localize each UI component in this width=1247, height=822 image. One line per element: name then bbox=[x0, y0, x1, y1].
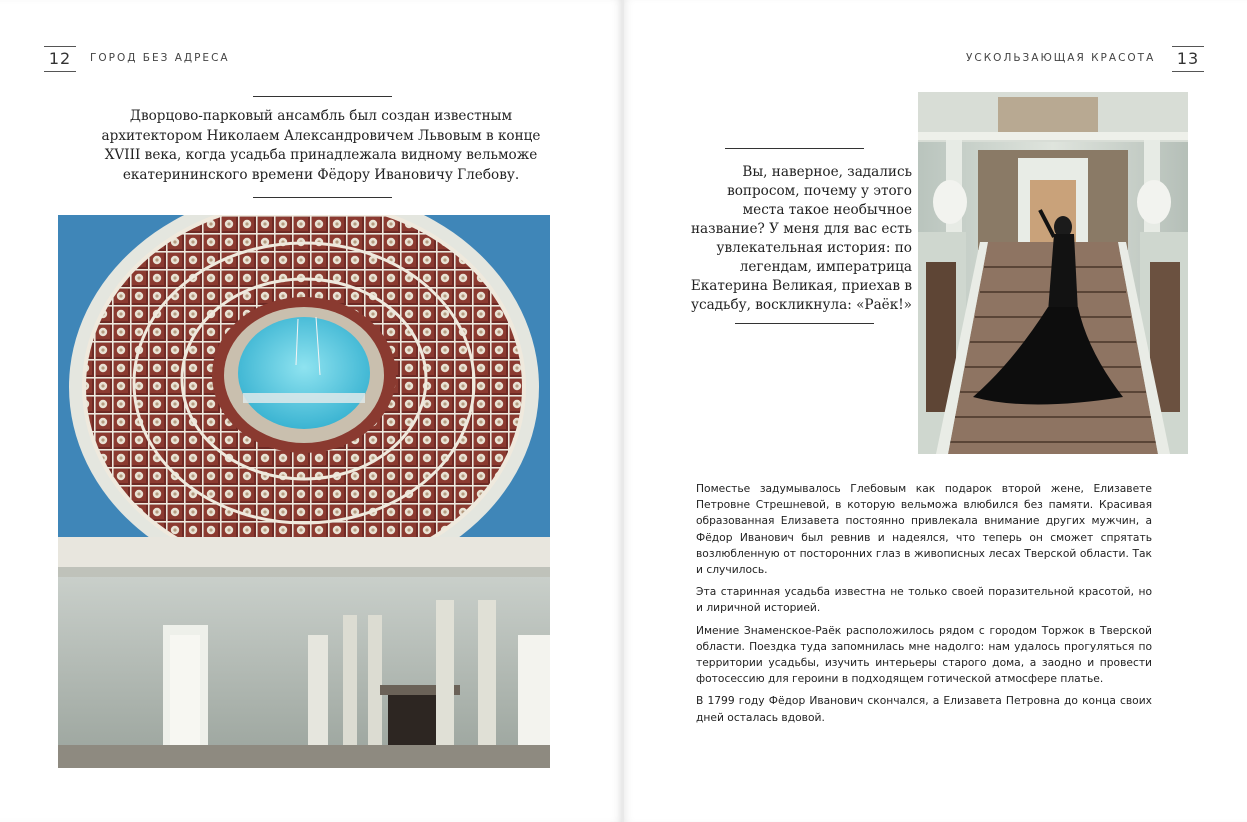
pull-quote: Вы, наверное, задались вопросом, почему у этого места такое необычное название? У меня для вас есть увлекательная история: по легендам, императрица Екатерина Великая, приехав в усадьбу, воскликнула: «Раёк!» bbox=[690, 164, 912, 313]
body-paragraph: Эта старинная усадьба известна не только своей поразительной красотой, но и лиричной историей. bbox=[696, 585, 1152, 615]
running-head-right: УСКОЛЬЗАЮЩАЯ КРАСОТА bbox=[966, 52, 1156, 64]
right-page bbox=[624, 0, 1247, 822]
quote-rule-bottom bbox=[735, 323, 874, 324]
dome-illustration bbox=[58, 215, 550, 768]
left-page bbox=[0, 0, 622, 822]
body-paragraph: Имение Знаменское-Раёк расположилось рядом с городом Торжок в Тверской области. Поездка туда запомнилась мне надолго: нам удалось прогуляться по территории усадьбы, изучить интерьеры старого дома, а заодно и провести фотосессию для героини в подходящем готической атмосфере платье. bbox=[696, 623, 1152, 686]
intro-rule-bottom bbox=[253, 197, 392, 198]
page-number-left: 12 bbox=[44, 46, 76, 72]
body-paragraph: Поместье задумывалось Глебовым как подарок второй жене, Елизавете Петровне Стрешневой, в которую вельможа влюбился без памяти. Красивая образованная Елизавета постоянно привлекала внимание других мужчин, а Фёдор Иванович был ревнив и надеялся, что теперь он сможет спрятать возлюбленную от посторонних глаз в живописных лесах Тверской области. Так и случилось. bbox=[696, 482, 1152, 577]
body-paragraph: В 1799 году Фёдор Иванович скончался, а Елизавета Петровна до конца своих дней осталась вдовой. bbox=[696, 694, 1152, 724]
staircase-photo bbox=[918, 92, 1188, 454]
page-number-right: 13 bbox=[1172, 46, 1204, 72]
intro-rule-top bbox=[253, 96, 392, 97]
body-text bbox=[696, 481, 1152, 732]
running-head-left: ГОРОД БЕЗ АДРЕСА bbox=[90, 52, 230, 64]
intro-text: Дворцово-парковый ансамбль был создан известным архитектором Николаем Александровичем Львовым в конце XVIII века, когда усадьба принадлежала видному вельможе екатерининского времени Фёдору Ивановичу Глебову. bbox=[101, 108, 541, 183]
staircase-illustration bbox=[918, 92, 1188, 454]
dome-interior-photo bbox=[58, 215, 550, 768]
quote-rule-top bbox=[725, 148, 864, 149]
